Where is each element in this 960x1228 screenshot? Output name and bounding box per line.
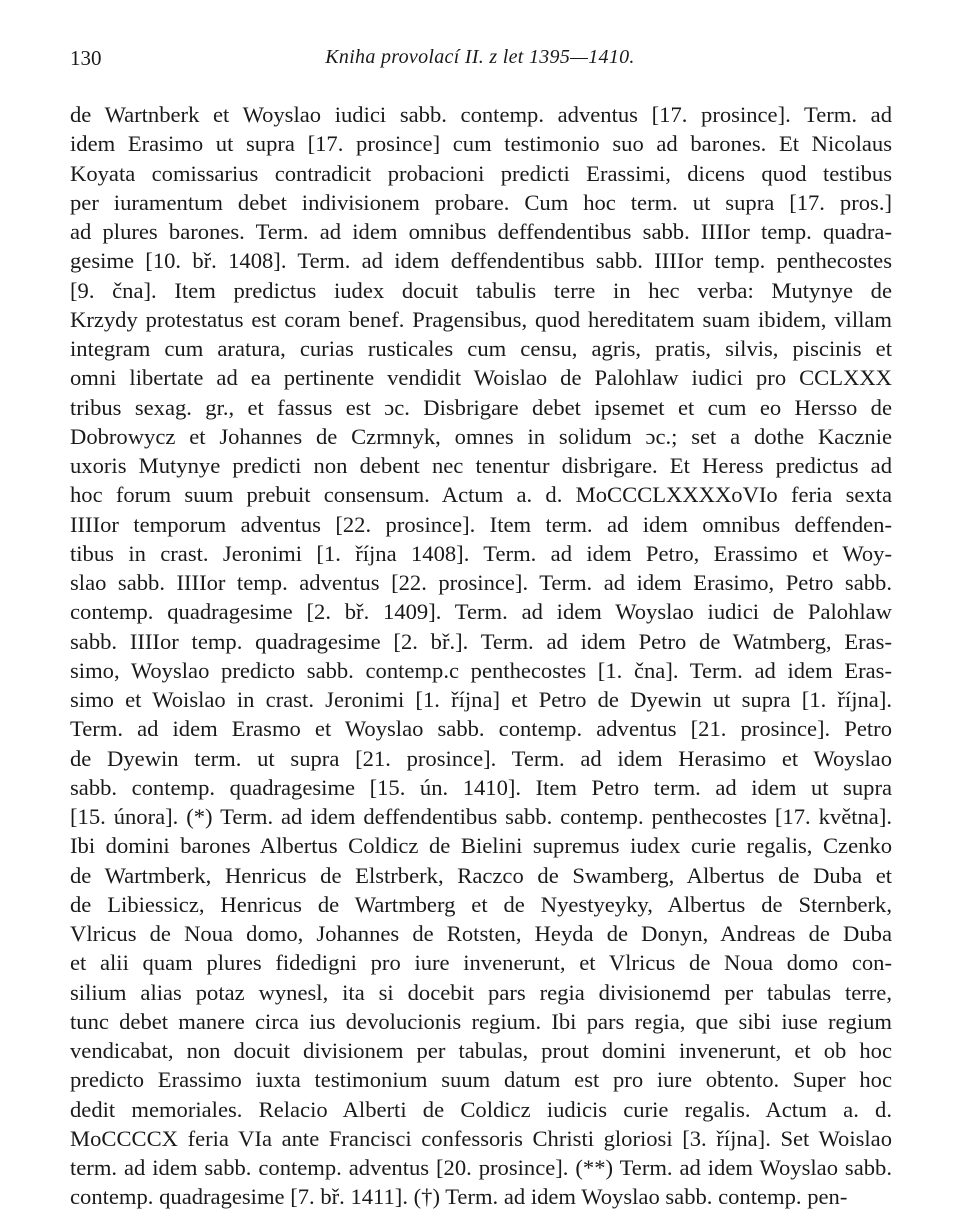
text-line: integram cum aratura, curias rusticales cum censu, agris, pratis, silvis, piscinis et: [70, 336, 892, 361]
running-title: Kniha provolací II. z let 1395—1410.: [325, 46, 635, 68]
text-line: idem Erasimo ut supra [17. prosince] cum testimonio suo ad barones. Et Nicolaus: [70, 131, 892, 157]
text-line: simo et Woislao in crast. Jeronimi [1. října] et Petro de Dyewin ut supra [1. října].: [70, 687, 892, 712]
text-line: vendicabat, non docuit divisionem per tabulas, prout domini invenerunt, et ob hoc: [70, 1038, 892, 1063]
text-line: Koyata comissarius contradicit probacioni predicti Erassimi, dicens quod testibus: [70, 160, 892, 186]
text-line: simo, Woyslao predicto sabb. contemp.c penthecostes [1. čna]. Term. ad idem Eras-: [70, 657, 892, 683]
text-line: dedit memoriales. Relacio Alberti de Coldicz iudicis curie regalis. Actum a. d.: [70, 1096, 892, 1122]
body-text: [70, 100, 892, 1212]
text-line: per iuramentum debet indivisionem probare. Cum hoc term. ut supra [17. pros.]: [70, 189, 892, 215]
text-line: sabb. contemp. quadragesime [15. ún. 1410]. Item Petro term. ad idem ut supra: [70, 774, 892, 800]
text-line: Ibi domini barones Albertus Coldicz de Bielini supremus iudex curie regalis, Czenko: [70, 833, 892, 859]
text-line: silium alias potaz wynesl, ita si docebit pars regia divisionemd per tabulas terre,: [70, 979, 892, 1005]
text-line: omni libertate ad ea pertinente vendidit Woislao de Palohlaw iudici pro CCLXXX: [70, 365, 892, 391]
text-line: Vlricus de Noua domo, Johannes de Rotsten, Heyda de Donyn, Andreas de Duba: [70, 921, 892, 946]
text-line: hoc forum suum prebuit consensum. Actum a. d. MoCCCLXXXXoVIo feria sexta: [70, 482, 892, 508]
text-line: de Libiessicz, Henricus de Wartmberg et de Nyestyeyky, Albertus de Sternberk,: [70, 891, 892, 917]
text-line: Dobrowycz et Johannes de Czrmnyk, omnes in solidum ɔc.; set a dothe Kacznie: [70, 423, 892, 449]
text-line: contemp. quadragesime [7. bř. 1411]. (†) Term. ad idem Woyslao sabb. contemp. pen-: [70, 1184, 848, 1210]
text-line: tunc debet manere circa ius devolucionis regium. Ibi pars regia, que sibi iuse regium: [70, 1008, 892, 1034]
text-line: de Dyewin term. ut supra [21. prosince]. Term. ad idem Herasimo et Woyslao: [70, 745, 892, 771]
text-line: Krzydy protestatus est coram benef. Pragensibus, quod hereditatem suam ibidem, villam: [70, 306, 892, 332]
text-line: tibus in crast. Jeronimi [1. října 1408]. Term. ad idem Petro, Erassimo et Woy-: [70, 540, 892, 566]
page-number: 130: [70, 46, 102, 70]
text-line: [9. čna]. Item predictus iudex docuit tabulis terre in hec verba: Mutynye de: [70, 277, 892, 303]
text-line: ad plures barones. Term. ad idem omnibus deffendentibus sabb. IIIIor temp. quadra-: [70, 219, 892, 244]
text-line: IIIIor temporum adventus [22. prosince]. Item term. ad idem omnibus deffenden-: [70, 511, 892, 537]
text-line: MoCCCCX feria VIa ante Francisci confessoris Christi gloriosi [3. října]. Set Woislao: [70, 1125, 892, 1151]
text-line: gesime [10. bř. 1408]. Term. ad idem deffendentibus sabb. IIIIor temp. penthecostes: [70, 248, 892, 274]
text-line: predicto Erassimo iuxta testimonium suum datum est pro iure obtento. Super hoc: [70, 1067, 892, 1093]
text-line: de Wartmberk, Henricus de Elstrberk, Raczco de Swamberg, Albertus de Duba et: [70, 862, 892, 888]
text-line: tribus sexag. gr., et fassus est ɔc. Disbrigare debet ipsemet et cum eo Hersso de: [70, 394, 892, 420]
text-line: et alii quam plures fidedigni pro iure invenerunt, et Vlricus de Noua domo con-: [70, 950, 892, 976]
text-line: term. ad idem sabb. contemp. adventus [20. prosince]. (**) Term. ad idem Woyslao sabb.: [70, 1155, 892, 1180]
text-line: contemp. quadragesime [2. bř. 1409]. Term. ad idem Woyslao iudici de Palohlaw: [70, 599, 892, 625]
text-line: slao sabb. IIIIor temp. adventus [22. prosince]. Term. ad idem Erasimo, Petro sabb.: [70, 570, 892, 595]
text-line: [15. února]. (*) Term. ad idem deffendentibus sabb. contemp. penthecostes [17. května].: [70, 804, 892, 829]
text-line: de Wartnberk et Woyslao iudici sabb. contemp. adventus [17. prosince]. Term. ad: [70, 102, 892, 127]
page-header: [70, 46, 890, 74]
text-line: sabb. IIIIor temp. quadragesime [2. bř.]. Term. ad idem Petro de Watmberg, Eras-: [70, 628, 892, 654]
text-line: Term. ad idem Erasmo et Woyslao sabb. contemp. adventus [21. prosince]. Petro: [70, 716, 892, 742]
text-line: uxoris Mutynye predicti non debent nec tenentur disbrigare. Et Heress predictus ad: [70, 453, 892, 478]
